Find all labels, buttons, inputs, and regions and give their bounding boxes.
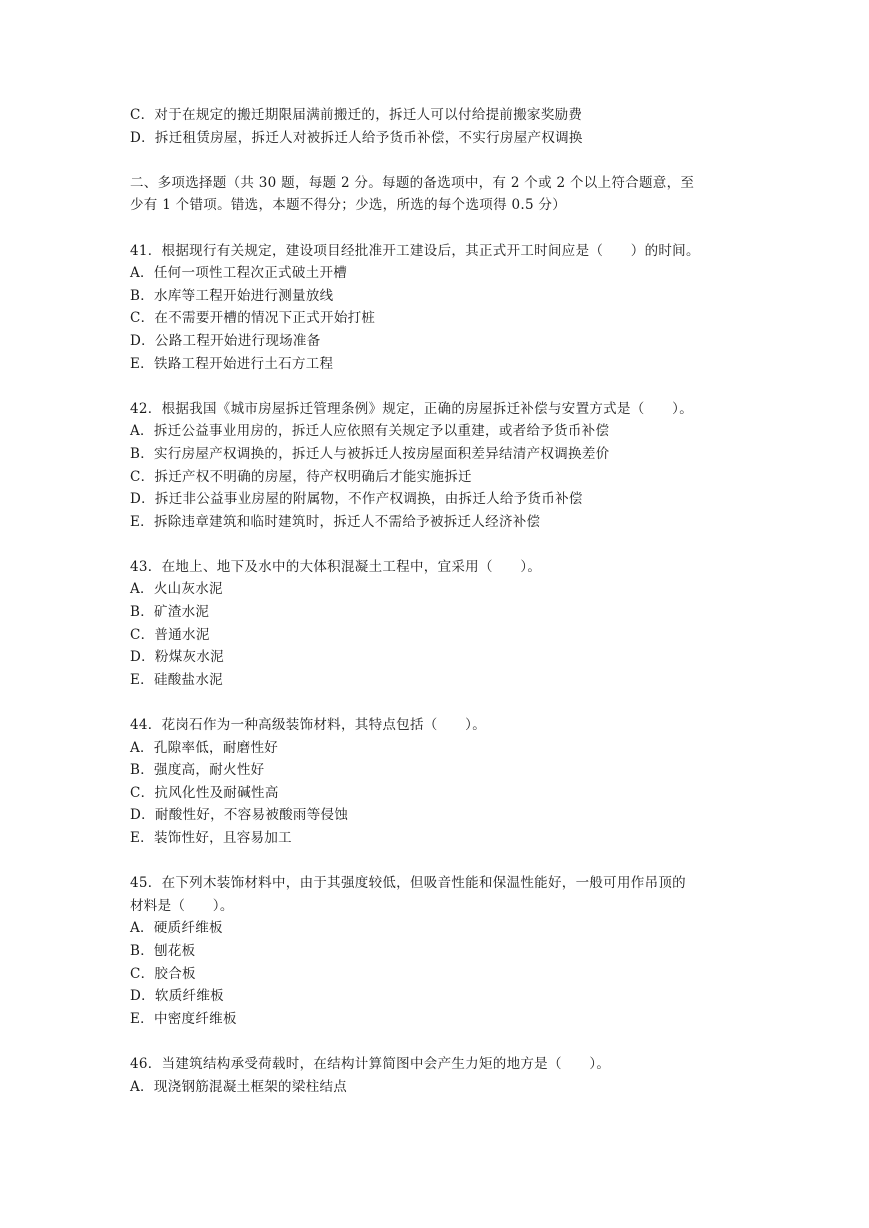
- option-b: B．实行房屋产权调换的，拆迁人与被拆迁人按房屋面积差异结清产权调换差价: [130, 445, 610, 462]
- question-43: [130, 556, 770, 692]
- spacer: [130, 850, 770, 873]
- option-b: B．强度高，耐火性好: [130, 762, 265, 779]
- option-line: C．对于在规定的搬迁期限届满前搬迁的，拆迁人可以付给提前搬家奖励费: [130, 107, 583, 123]
- option-a: A．任何一项性工程次正式破土开槽: [130, 265, 348, 282]
- section-heading-line-1: 二、多项选择题（共 30 题，每题 2 分。每题的备选项中，有 2 个或 2 个以上符合题意，至: [130, 174, 695, 191]
- question-42: [130, 398, 770, 534]
- intro-options: [130, 104, 770, 149]
- section-heading: [130, 172, 770, 217]
- option-b: B．刨花板: [130, 942, 196, 959]
- option-a: A．现浇钢筋混凝土框架的梁柱结点: [130, 1078, 348, 1095]
- spacer: [130, 1030, 770, 1053]
- option-a: A．硬质纤维板: [130, 920, 223, 937]
- question-46: [130, 1053, 770, 1098]
- question-stem: 46．当建筑结构承受荷载时，在结构计算简图中会产生力矩的地方是（ ）。: [130, 1055, 611, 1072]
- option-b: B．水库等工程开始进行测量放线: [130, 287, 334, 304]
- option-e: E．硅酸盐水泥: [130, 671, 223, 688]
- option-d: D．耐酸性好，不容易被酸雨等侵蚀: [130, 807, 349, 824]
- question-45: [130, 872, 770, 1030]
- question-stem: 44．花岗石作为一种高级装饰材料，其特点包括（ ）。: [130, 717, 487, 734]
- option-d: D．公路工程开始进行现场准备: [130, 332, 321, 349]
- option-e: E．装饰性好，且容易加工: [130, 830, 292, 846]
- option-e: E．中密度纤维板: [130, 1010, 237, 1027]
- document-page: [130, 104, 770, 1098]
- question-44: [130, 714, 770, 850]
- question-stem-line-2: 材料是（ ）。: [130, 897, 234, 914]
- option-d: D．软质纤维板: [130, 988, 224, 1005]
- spacer: [130, 691, 770, 714]
- spacer: [130, 533, 770, 556]
- option-e: E．铁路工程开始进行土石方工程: [130, 355, 334, 372]
- question-41: [130, 240, 770, 376]
- question-stem: 43．在地上、地下及水中的大体积混凝土工程中，宜采用（ ）。: [130, 558, 542, 575]
- spacer: [130, 149, 770, 172]
- option-d: D．拆迁非公益事业房屋的附属物，不作产权调换，由拆迁人给予货币补偿: [130, 491, 583, 508]
- option-line: D．拆迁租赁房屋，拆迁人对被拆迁人给予货币补偿，不实行房屋产权调换: [130, 129, 583, 146]
- option-c: C．拆迁产权不明确的房屋，待产权明确后才能实施拆迁: [130, 468, 472, 485]
- option-a: A．拆迁公益事业用房的，拆迁人应依照有关规定予以重建，或者给予货币补偿: [130, 423, 610, 440]
- option-c: C．普通水泥: [130, 626, 210, 643]
- section-heading-line-2: 少有 1 个错项。错选，本题不得分；少选，所选的每个选项得 0.5 分）: [130, 197, 567, 214]
- option-c: C．抗风化性及耐碱性高: [130, 784, 279, 801]
- question-stem: 42．根据我国《城市房屋拆迁管理条例》规定，正确的房屋拆迁补偿与安置方式是（ ）。: [130, 400, 694, 417]
- question-stem: 41．根据现行有关规定，建设项目经批准开工建设后，其正式开工时间应是（ ）的时间。: [130, 242, 700, 259]
- spacer: [130, 375, 770, 398]
- option-a: A．孔隙率低，耐磨性好: [130, 739, 279, 756]
- spacer: [130, 217, 770, 240]
- option-e: E．拆除违章建筑和临时建筑时，拆迁人不需给予被拆迁人经济补偿: [130, 513, 541, 530]
- option-a: A．火山灰水泥: [130, 581, 223, 598]
- option-d: D．粉煤灰水泥: [130, 649, 224, 666]
- option-c: C．在不需要开槽的情况下正式开始打桩: [130, 310, 376, 327]
- option-c: C．胶合板: [130, 965, 196, 982]
- question-stem-line-1: 45．在下列木装饰材料中，由于其强度较低，但吸音性能和保温性能好，一般可用作吊顶的: [130, 875, 686, 892]
- option-b: B．矿渣水泥: [130, 604, 210, 621]
